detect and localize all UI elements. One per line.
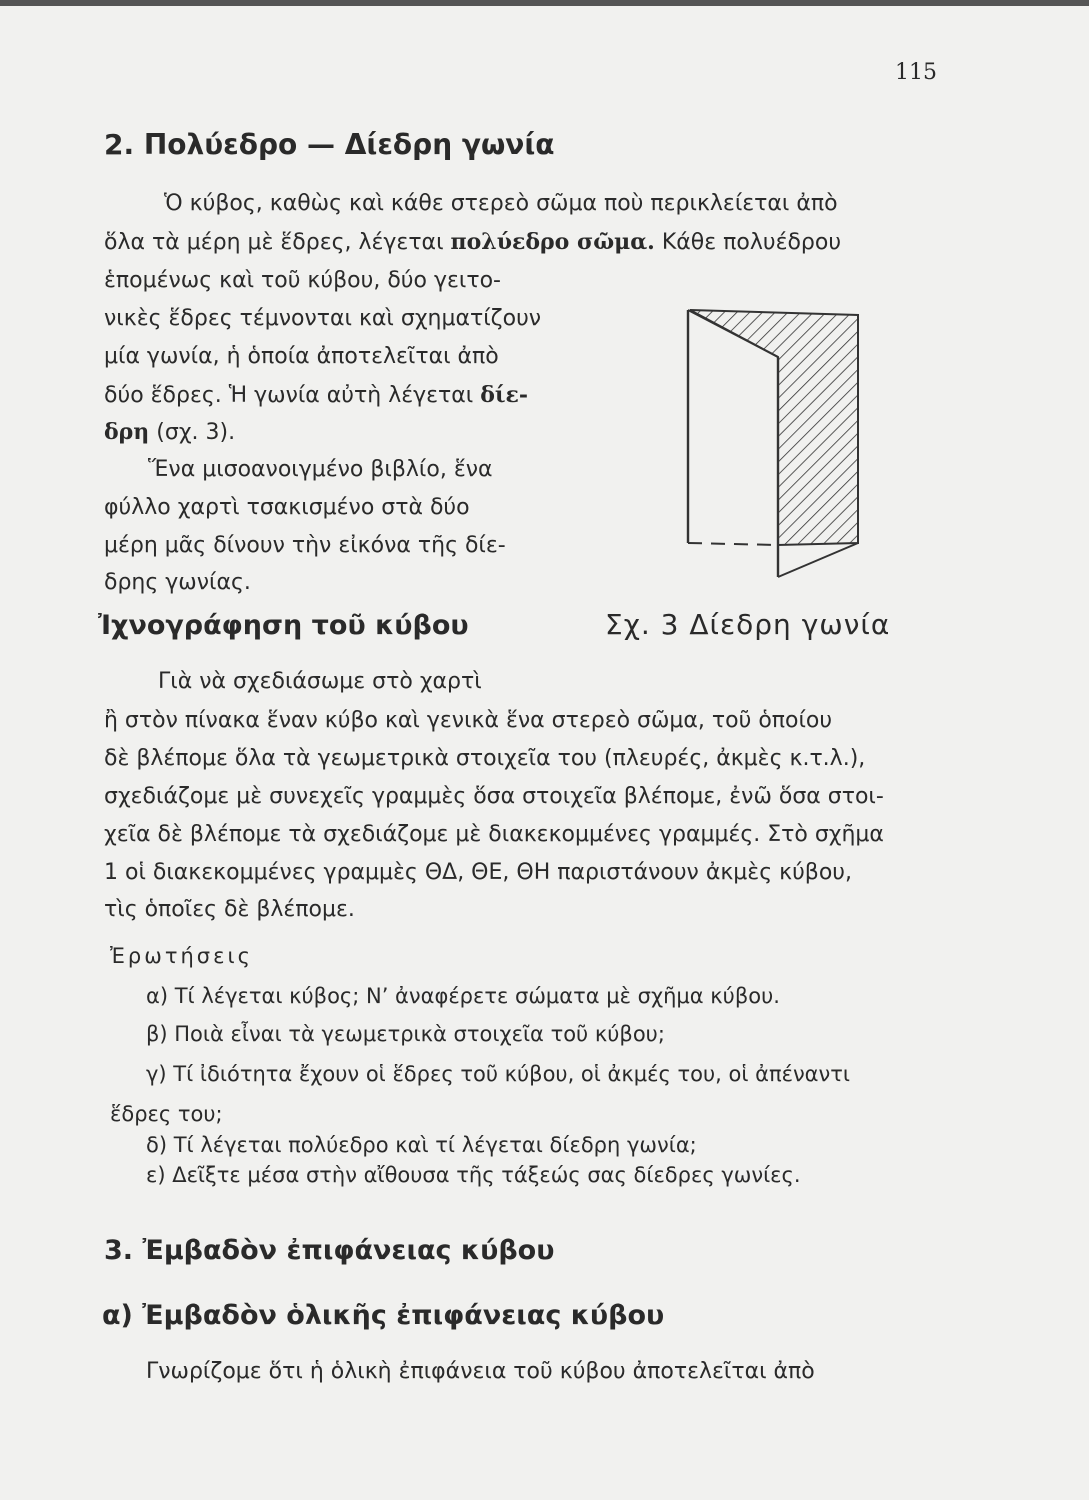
ichnografisi-text-line: Γιὰ νὰ σχεδιάσωμε στὸ χαρτὶ <box>158 669 482 694</box>
page-number: 115 <box>895 60 937 85</box>
figure-3-caption: Σχ. 3 Δίεδρη γωνία <box>605 608 891 641</box>
bottom-edge <box>778 543 858 577</box>
section-2-text-line: ἑπομένως καὶ τοῦ κύβου, δύο γειτο- <box>104 268 501 293</box>
question-d: δ) Τί λέγεται πολύεδρο καὶ τί λέγεται δίεδρη γωνία; <box>146 1133 697 1157</box>
section-2-text-line: Ἕνα μισοανοιγμένο βιβλίο, ἕνα <box>148 457 493 482</box>
section-3a-heading: α) Ἐμβαδὸν ὁλικῆς ἐπιφάνειας κύβου <box>102 1300 665 1331</box>
ichnografisi-text-line: τὶς ὁποῖες δὲ βλέπομε. <box>104 897 355 922</box>
hatched-face <box>690 310 858 545</box>
section-3-heading: 3. Ἐμβαδὸν ἐπιφάνειας κύβου <box>104 1235 555 1266</box>
section-2-text-line: Ὁ κύβος, καθὼς καὶ κάθε στερεὸ σῶμα ποὺ περικλείεται ἀπὸ <box>164 191 838 216</box>
ichnografisi-heading: Ἰχνογράφηση τοῦ κύβου <box>98 610 469 641</box>
term-polyhedron: πολύεδρο σῶμα. <box>450 229 655 255</box>
dihedral-angle-figure <box>680 305 870 590</box>
section-2-text-line: νικὲς ἕδρες τέμνονται καὶ σχηματίζουν <box>104 306 542 331</box>
section-2-text-line: μία γωνία, ἡ ὁποία ἀποτελεῖται ἀπὸ <box>104 344 499 369</box>
question-c-continued: ἕδρες του; <box>110 1102 223 1126</box>
section-2-text-line: δρη (σχ. 3). <box>104 419 236 445</box>
section-2-text-line: δρης γωνίας. <box>104 570 251 595</box>
section-2-text-line: μέρη μᾶς δίνουν τὴν εἰκόνα τῆς δίε- <box>104 533 506 558</box>
ichnografisi-text-line: ἢ στὸν πίνακα ἕναν κύβο καὶ γενικὰ ἕνα στερεὸ σῶμα, τοῦ ὁποίου <box>104 708 833 733</box>
section-2-heading: 2. Πολύεδρο — Δίεδρη γωνία <box>104 128 555 161</box>
questions-title: Ἐρωτήσεις <box>110 944 253 968</box>
ichnografisi-text-line: χεῖα δὲ βλέπομε τὰ σχεδιάζομε μὲ διακεκομμένες γραμμές. Στὸ σχῆμα <box>104 822 884 847</box>
section-3-text-line: Γνωρίζομε ὅτι ἡ ὁλικὴ ἐπιφάνεια τοῦ κύβου ἀποτελεῖται ἀπὸ <box>146 1359 815 1384</box>
section-2-text-line: ὅλα τὰ μέρη μὲ ἕδρες, λέγεται πολύεδρο σῶμα. Κάθε πολυέδρου <box>104 229 842 255</box>
section-2-text-line: δύο ἕδρες. Ἡ γωνία αὐτὴ λέγεται δίε- <box>104 382 529 408</box>
question-a: α) Τί λέγεται κύβος; Ν’ ἀναφέρετε σώματα μὲ σχῆμα κύβου. <box>146 984 780 1008</box>
question-e: ε) Δεῖξτε μέσα στὴν αἴθουσα τῆς τάξεώς σας δίεδρες γωνίες. <box>146 1163 801 1187</box>
question-b: β) Ποιὰ εἶναι τὰ γεωμετρικὰ στοιχεῖα τοῦ κύβου; <box>146 1022 665 1046</box>
scan-top-edge <box>0 0 1089 6</box>
question-c: γ) Τί ἰδιότητα ἔχουν οἱ ἕδρες τοῦ κύβου, οἱ ἀκμές του, οἱ ἀπέναντι <box>146 1062 850 1086</box>
term-dihedral: δίε- <box>480 382 529 408</box>
ichnografisi-text-line: δὲ βλέπομε ὅλα τὰ γεωμετρικὰ στοιχεῖα του (πλευρές, ἀκμὲς κ.τ.λ.), <box>104 746 866 771</box>
ichnografisi-text-line: σχεδιάζομε μὲ συνεχεῖς γραμμὲς ὅσα στοιχεῖα βλέπομε, ἐνῶ ὅσα στοι- <box>104 784 884 809</box>
section-2-text-line: φύλλο χαρτὶ τσακισμένο στὰ δύο <box>104 495 470 520</box>
ichnografisi-text-line: 1 οἱ διακεκομμένες γραμμὲς ΘΔ, ΘΕ, ΘΗ παριστάνουν ἀκμὲς κύβου, <box>104 860 853 885</box>
hidden-edge-dashed <box>688 543 778 545</box>
